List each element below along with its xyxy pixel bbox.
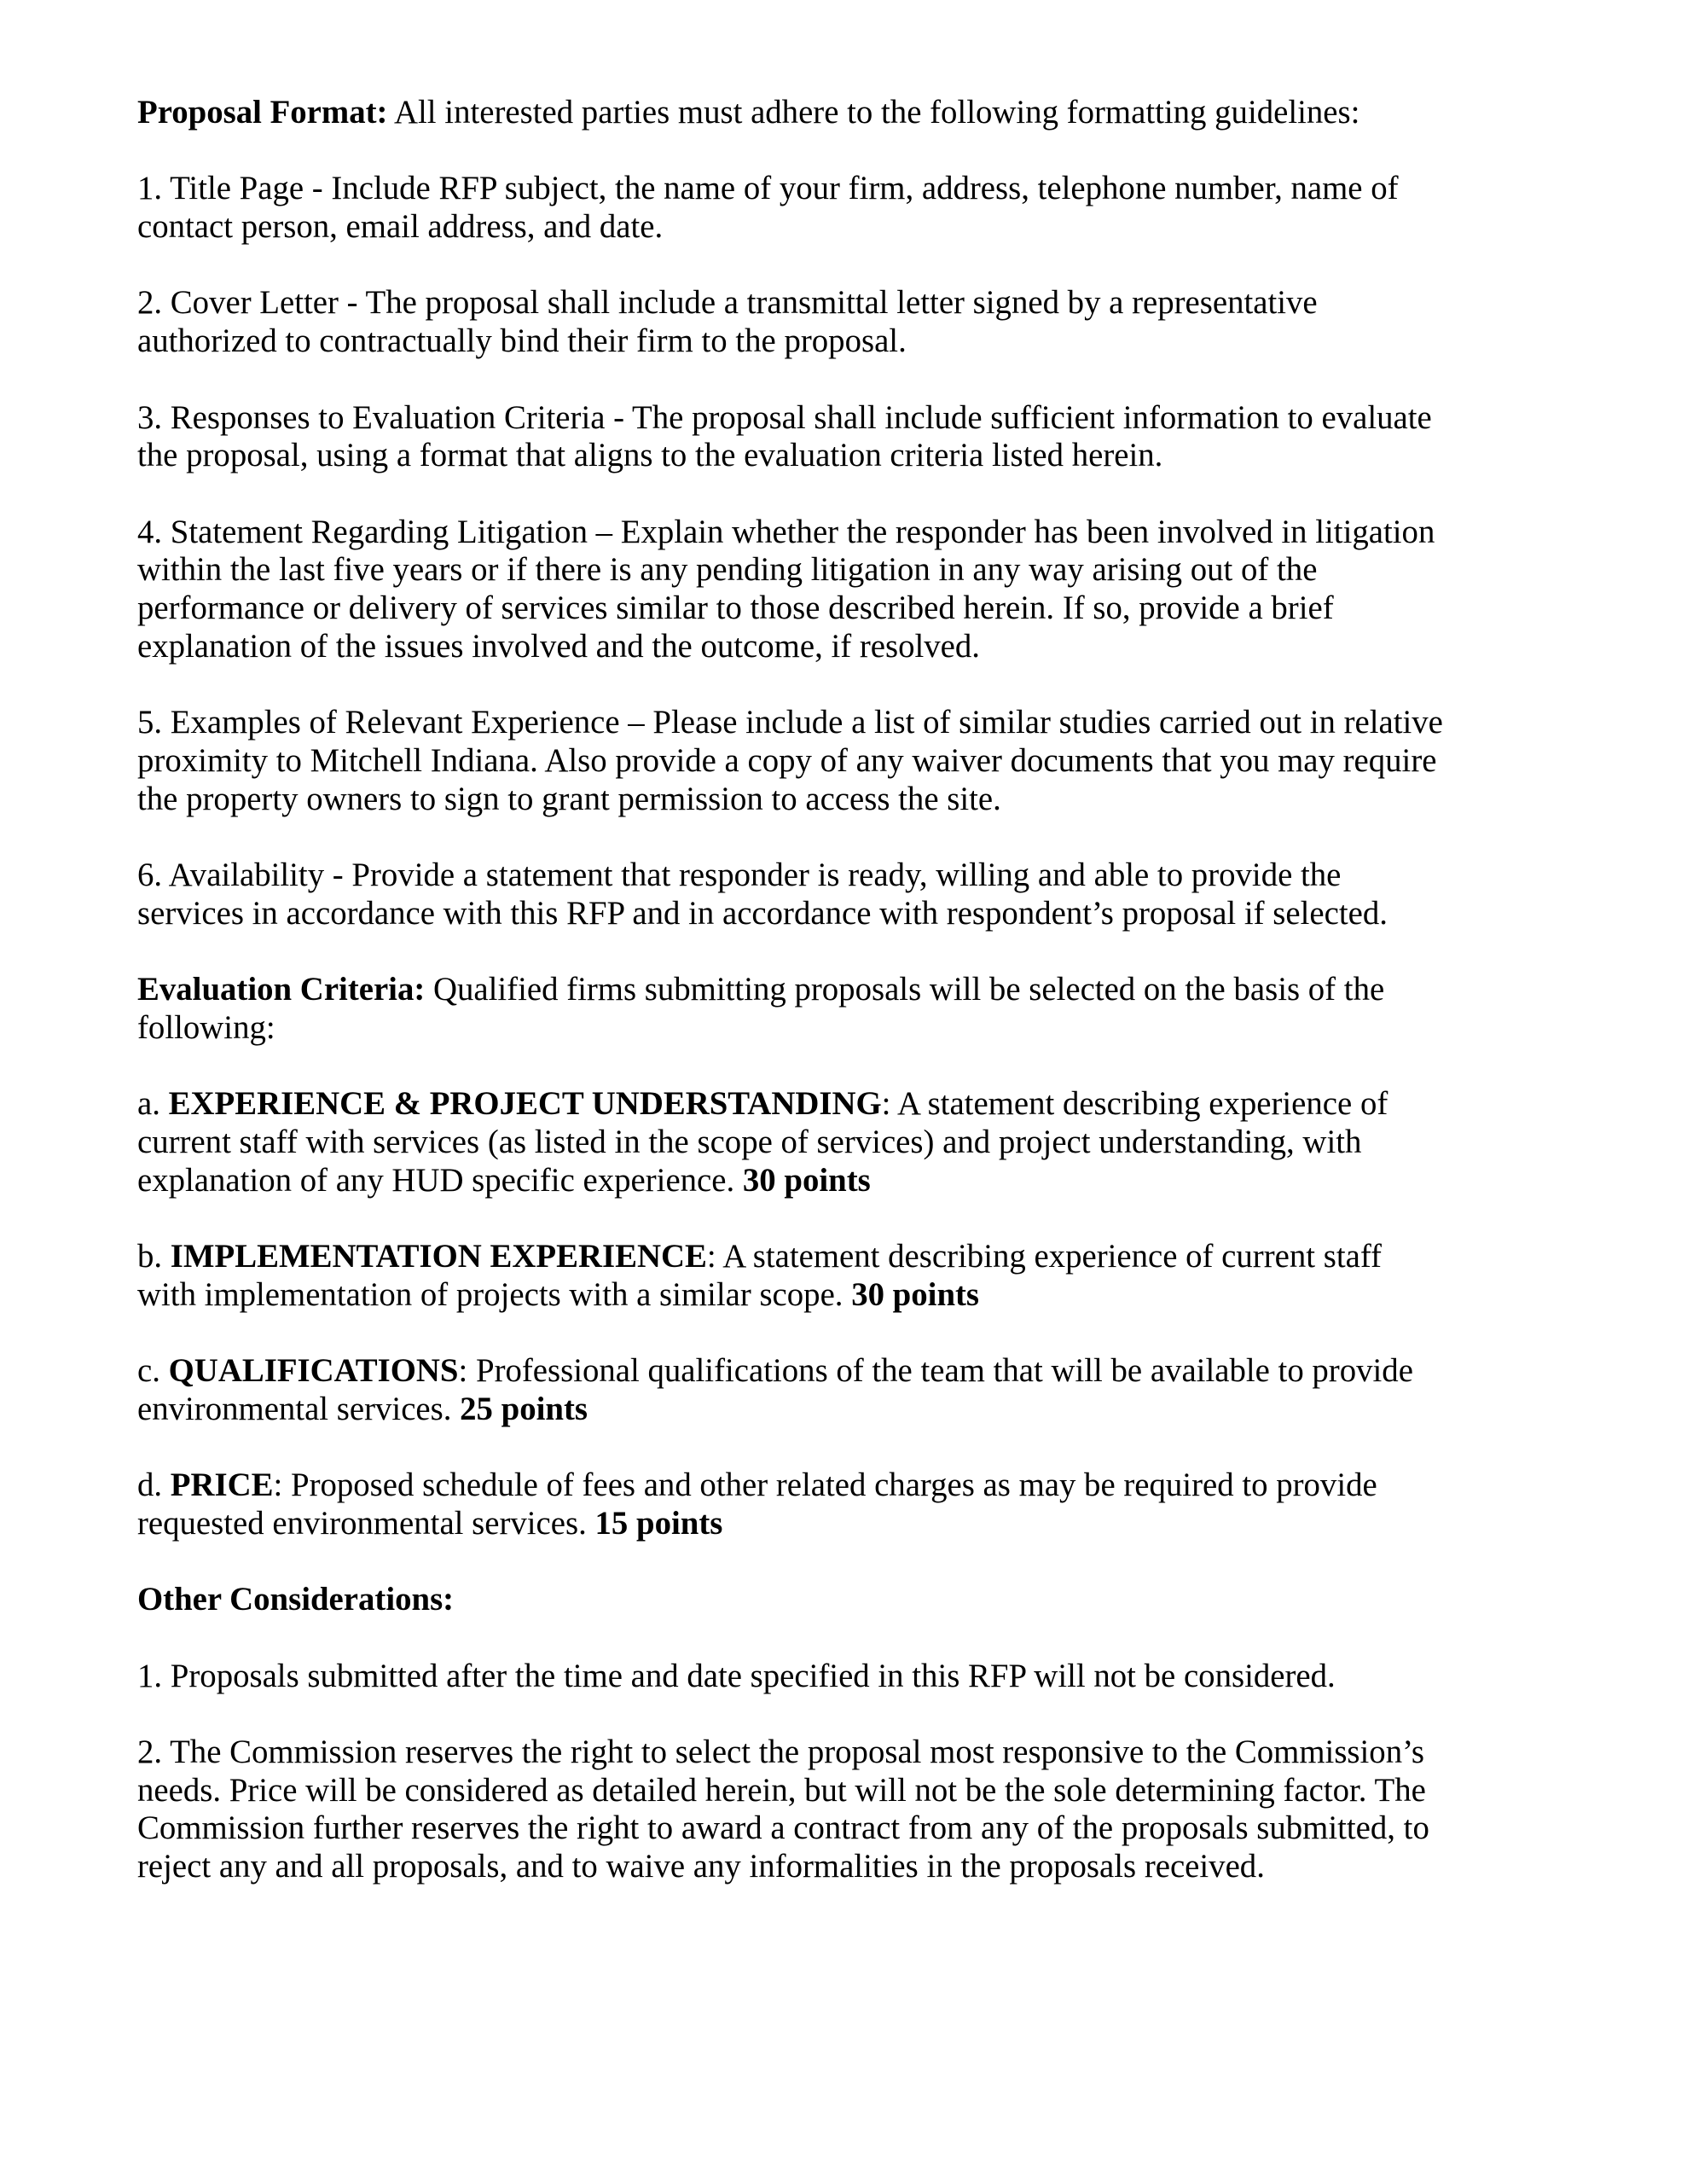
- format-item-6-availability: [137, 857, 1444, 932]
- text-run: c.: [137, 1352, 169, 1390]
- criterion-b-implementation-experience: [137, 1238, 1444, 1314]
- text-run: 1. Proposals submitted after the time and date specified in this RFP will not be considered.: [137, 1657, 1336, 1694]
- format-item-2-cover-letter: [137, 284, 1444, 360]
- text-run: a.: [137, 1085, 169, 1123]
- text-run: : Proposed schedule of fees and other related charges as may be required to provide requested environmental services.: [137, 1467, 1377, 1542]
- text-run: 3. Responses to Evaluation Criteria - The proposal shall include sufficient information to evaluate the proposal, using a format that aligns to the evaluation criteria listed herein.: [137, 398, 1432, 474]
- bold-text-run: Proposal Format:: [137, 94, 388, 131]
- criterion-c-qualifications: [137, 1352, 1444, 1428]
- text-run: 2. Cover Letter - The proposal shall include a transmittal letter signed by a representative authorized to contractually bind their firm to the proposal.: [137, 284, 1318, 360]
- text-run: 2. The Commission reserves the right to select the proposal most responsive to the Commission’s needs. Price will be considered as detailed herein, but will not be the sole determining factor. The Commission further reserves the right to award a contract from any of the proposals submitted, to reject any and all proposals, and to waive any informalities in the proposals received.: [137, 1734, 1429, 1885]
- format-item-5-examples-of-relevant-experience: [137, 704, 1444, 818]
- bold-text-run: Evaluation Criteria:: [137, 971, 426, 1008]
- bold-text-run: QUALIFICATIONS: [168, 1352, 459, 1390]
- document-content: [137, 94, 1444, 1925]
- format-item-1-title-page: [137, 170, 1444, 246]
- bold-text-run: Other Considerations:: [137, 1581, 455, 1618]
- bold-text-run: EXPERIENCE & PROJECT UNDERSTANDING: [168, 1085, 882, 1123]
- heading-other-considerations: [137, 1581, 1444, 1619]
- bold-text-run: PRICE: [170, 1467, 274, 1504]
- text-run: b.: [137, 1237, 171, 1275]
- text-run: 1. Title Page - Include RFP subject, the name of your firm, address, telephone number, name of contact person, email address, and date.: [137, 170, 1399, 246]
- text-run: All interested parties must adhere to the following formatting guidelines:: [387, 94, 1360, 131]
- text-run: Qualified firms submitting proposals will be selected on the basis of the following:: [137, 971, 1385, 1046]
- format-item-3-responses-to-evaluation-criteria: [137, 399, 1444, 475]
- text-run: : Professional qualifications of the team that will be available to provide environmental services.: [137, 1352, 1413, 1427]
- text-run: 6. Availability - Provide a statement that responder is ready, willing and able to provide the services in accordance with this RFP and in accordance with respondent’s proposal if selected.: [137, 856, 1388, 932]
- heading-evaluation-criteria: [137, 971, 1444, 1047]
- heading-proposal-format: [137, 94, 1444, 132]
- criterion-a-experience-project-understanding: [137, 1085, 1444, 1199]
- consideration-1-late-proposals: [137, 1658, 1444, 1696]
- text-run: : A statement describing experience of current staff with implementation of projects with a similar scope.: [137, 1237, 1382, 1313]
- format-item-4-statement-regarding-litigation: [137, 514, 1444, 666]
- bold-text-run: IMPLEMENTATION EXPERIENCE: [170, 1237, 707, 1275]
- bold-text-run: 15 points: [594, 1504, 723, 1542]
- text-run: 4. Statement Regarding Litigation – Explain whether the responder has been involved in litigation within the last five years or if there is any pending litigation in any way arising out of the performance or delivery of services similar to those described herein. If so, provide a brief explanation of the issues involved and the outcome, if resolved.: [137, 513, 1435, 665]
- bold-text-run: 30 points: [742, 1161, 871, 1199]
- text-run: : A statement describing experience of current staff with services (as listed in the scope of services) and project understanding, with explanation of any HUD specific experience.: [137, 1085, 1388, 1199]
- criterion-d-price: [137, 1467, 1444, 1542]
- text-run: d.: [137, 1467, 171, 1504]
- bold-text-run: 30 points: [851, 1275, 980, 1313]
- consideration-2-commission-rights: [137, 1734, 1444, 1886]
- bold-text-run: 25 points: [460, 1390, 588, 1427]
- text-run: 5. Examples of Relevant Experience – Please include a list of similar studies carried out in relative proximity to Mitchell Indiana. Also provide a copy of any waiver documents that you may require the property owners to sign to grant permission to access the site.: [137, 704, 1443, 817]
